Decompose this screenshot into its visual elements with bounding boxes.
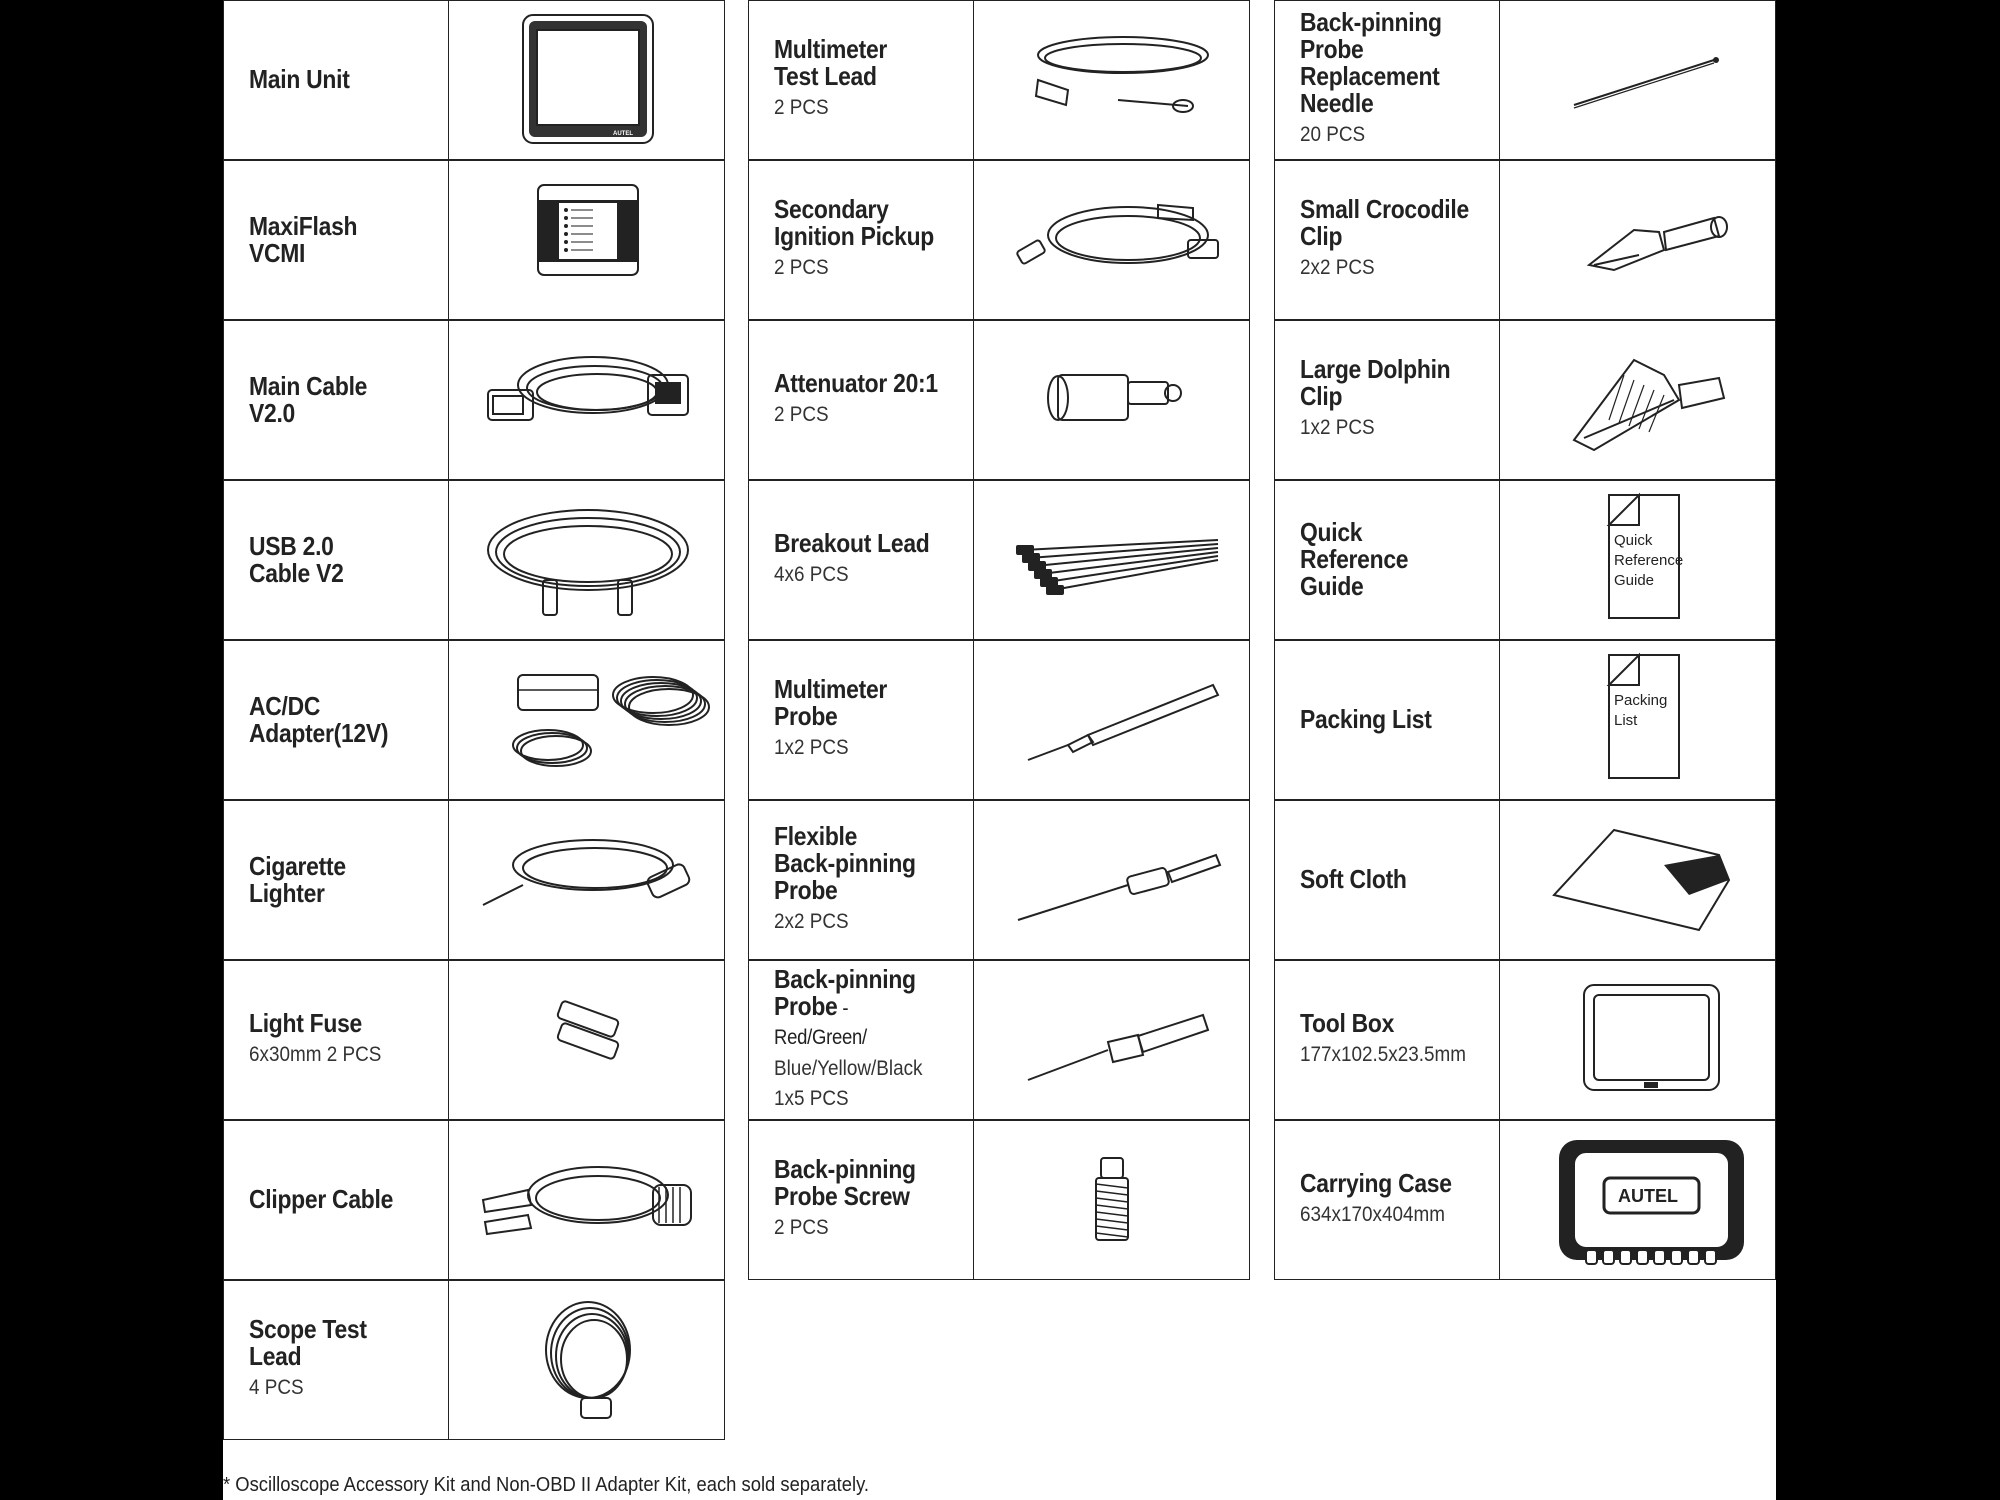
item-label xyxy=(1275,1121,1500,1279)
document-icon xyxy=(1500,481,1777,639)
item-quantity: 1x2 PCS xyxy=(774,736,849,759)
item-name: Cigarette Lighter xyxy=(249,850,346,908)
item-cell xyxy=(748,320,1250,480)
item-name: Small Crocodile Clip xyxy=(1300,194,1469,251)
item-name: Secondary Ignition Pickup xyxy=(774,194,935,251)
item-label xyxy=(749,641,974,799)
item-name: Large Dolphin Clip xyxy=(1300,354,1451,411)
item-label xyxy=(1275,161,1500,319)
item-cell xyxy=(223,1120,725,1280)
document-text-line: Reference xyxy=(1613,551,1683,569)
item-name: Packing List xyxy=(1300,704,1432,734)
breakout-lead-icon xyxy=(974,481,1251,639)
cigarette-lighter-cable-icon xyxy=(449,801,726,959)
needle-icon xyxy=(1500,1,1777,159)
item-label xyxy=(749,481,974,639)
item-name: Main Cable V2.0 xyxy=(249,370,368,428)
item-label xyxy=(1275,481,1500,639)
item-quantity: 2 PCS xyxy=(774,1216,829,1239)
item-quantity: 2 PCS xyxy=(774,402,829,426)
vcmi-device-icon xyxy=(449,161,726,319)
cloth-icon xyxy=(1500,801,1777,959)
case-brand-label: AUTEL xyxy=(1617,1185,1678,1206)
item-name: AC/DC Adapter(12V) xyxy=(249,690,389,748)
item-label xyxy=(749,1121,974,1279)
dolphin-clip-icon xyxy=(1500,321,1777,479)
item-cell xyxy=(223,320,725,480)
item-quantity: 2 PCS xyxy=(774,96,829,119)
item-name: Breakout Lead xyxy=(774,527,930,558)
document-text-line: Packing xyxy=(1613,691,1667,709)
item-name: Carrying Case xyxy=(1300,1167,1452,1198)
item-name: Multimeter Test Lead xyxy=(774,34,888,91)
ignition-pickup-icon xyxy=(974,161,1251,319)
item-name: Back-pinning Probe Replacement Needle xyxy=(1300,7,1442,118)
item-name: Tool Box xyxy=(1300,1007,1395,1038)
item-name: MaxiFlash VCMI xyxy=(249,210,358,268)
item-quantity: 2x2 PCS xyxy=(774,909,849,933)
item-quantity: 20 PCS xyxy=(1300,123,1366,146)
item-label xyxy=(749,1,974,159)
item-quantity: 4x6 PCS xyxy=(774,562,849,586)
item-cell xyxy=(748,0,1250,160)
item-cell xyxy=(223,160,725,320)
item-name: Quick Reference Guide xyxy=(1300,517,1409,601)
item-name: Back-pinning Probe Screw xyxy=(774,1154,916,1211)
flexible-probe-icon xyxy=(974,801,1251,959)
back-pinning-probe-icon xyxy=(974,961,1251,1119)
attenuator-icon xyxy=(974,321,1251,479)
item-name: Scope Test Lead xyxy=(249,1314,367,1371)
item-quantity: 4 PCS xyxy=(249,1376,304,1399)
item-name: Main Unit xyxy=(249,64,350,94)
item-quantity: 6x30mm 2 PCS xyxy=(249,1042,382,1066)
item-label xyxy=(224,1,449,159)
item-cell xyxy=(748,960,1250,1120)
item-quantity: 2 PCS xyxy=(774,256,829,279)
packing-list-sheet xyxy=(223,0,1776,1500)
test-lead-icon xyxy=(974,1,1251,159)
item-name: Multimeter Probe xyxy=(774,674,888,731)
item-cell xyxy=(223,640,725,800)
item-label xyxy=(1275,641,1500,799)
scope-lead-icon xyxy=(449,1281,726,1439)
carrying-case-icon xyxy=(1500,1121,1777,1279)
item-quantity: 177x102.5x23.5mm xyxy=(1300,1042,1467,1066)
item-name: Soft Cloth xyxy=(1300,864,1407,894)
item-cell xyxy=(1274,640,1776,800)
document-text-line: Guide xyxy=(1613,571,1654,589)
obd-cable-icon xyxy=(449,321,726,479)
item-label xyxy=(749,321,974,479)
crocodile-clip-icon xyxy=(1500,161,1777,319)
item-cell xyxy=(1274,960,1776,1120)
item-cell xyxy=(223,800,725,960)
item-cell xyxy=(748,1120,1250,1280)
item-name: Light Fuse xyxy=(249,1007,363,1038)
multimeter-probe-icon xyxy=(974,641,1251,799)
fuse-icon xyxy=(449,961,726,1119)
item-label xyxy=(224,1121,449,1279)
item-cell xyxy=(748,160,1250,320)
item-cell xyxy=(1274,320,1776,480)
item-label xyxy=(749,961,974,1119)
tablet-brand: AUTEL xyxy=(612,130,633,137)
item-cell xyxy=(1274,480,1776,640)
item-cell xyxy=(223,480,725,640)
item-quantity: Blue/Yellow/Black 1x5 PCS xyxy=(774,1056,923,1110)
document-text-line: List xyxy=(1613,711,1637,729)
item-label xyxy=(1275,1,1500,159)
item-quantity: 1x2 PCS xyxy=(1300,416,1375,439)
document-text-line: Quick xyxy=(1613,531,1652,549)
item-label xyxy=(224,321,449,479)
item-name: Back-pinning Probe - Red/Green/ xyxy=(774,963,916,1049)
item-cell xyxy=(223,1280,725,1440)
item-label xyxy=(224,481,449,639)
item-cell xyxy=(748,800,1250,960)
item-name: Clipper Cable xyxy=(249,1184,394,1214)
item-label xyxy=(224,801,449,959)
item-cell xyxy=(748,640,1250,800)
item-cell xyxy=(748,480,1250,640)
power-adapter-icon xyxy=(449,641,726,799)
item-label xyxy=(224,161,449,319)
item-name: Attenuator 20:1 xyxy=(774,367,938,398)
item-label xyxy=(1275,961,1500,1119)
item-cell xyxy=(223,0,725,160)
item-quantity: 634x170x404mm xyxy=(1300,1202,1445,1226)
toolbox-icon xyxy=(1500,961,1777,1119)
item-label xyxy=(1275,801,1500,959)
clipper-cable-icon xyxy=(449,1121,726,1279)
probe-screw-icon xyxy=(974,1121,1251,1279)
item-label xyxy=(1275,321,1500,479)
item-cell xyxy=(223,960,725,1120)
usb-cable-icon xyxy=(449,481,726,639)
item-cell xyxy=(1274,800,1776,960)
footnote: * Oscilloscope Accessory Kit and Non-OBD II Adapter Kit, each sold separately. xyxy=(223,1474,870,1496)
item-name: Flexible Back-pinning Probe xyxy=(774,820,916,905)
item-cell xyxy=(1274,160,1776,320)
item-label xyxy=(749,801,974,959)
item-label xyxy=(224,1281,449,1439)
item-cell xyxy=(1274,0,1776,160)
document-icon xyxy=(1500,641,1777,799)
item-quantity: 2x2 PCS xyxy=(1300,256,1375,279)
item-name: USB 2.0 Cable V2 xyxy=(249,530,344,588)
item-label xyxy=(224,961,449,1119)
item-name-suffix: - Red/Green/ xyxy=(774,996,867,1049)
item-label xyxy=(224,641,449,799)
tablet-icon xyxy=(449,1,726,159)
item-label xyxy=(749,161,974,319)
item-cell xyxy=(1274,1120,1776,1280)
